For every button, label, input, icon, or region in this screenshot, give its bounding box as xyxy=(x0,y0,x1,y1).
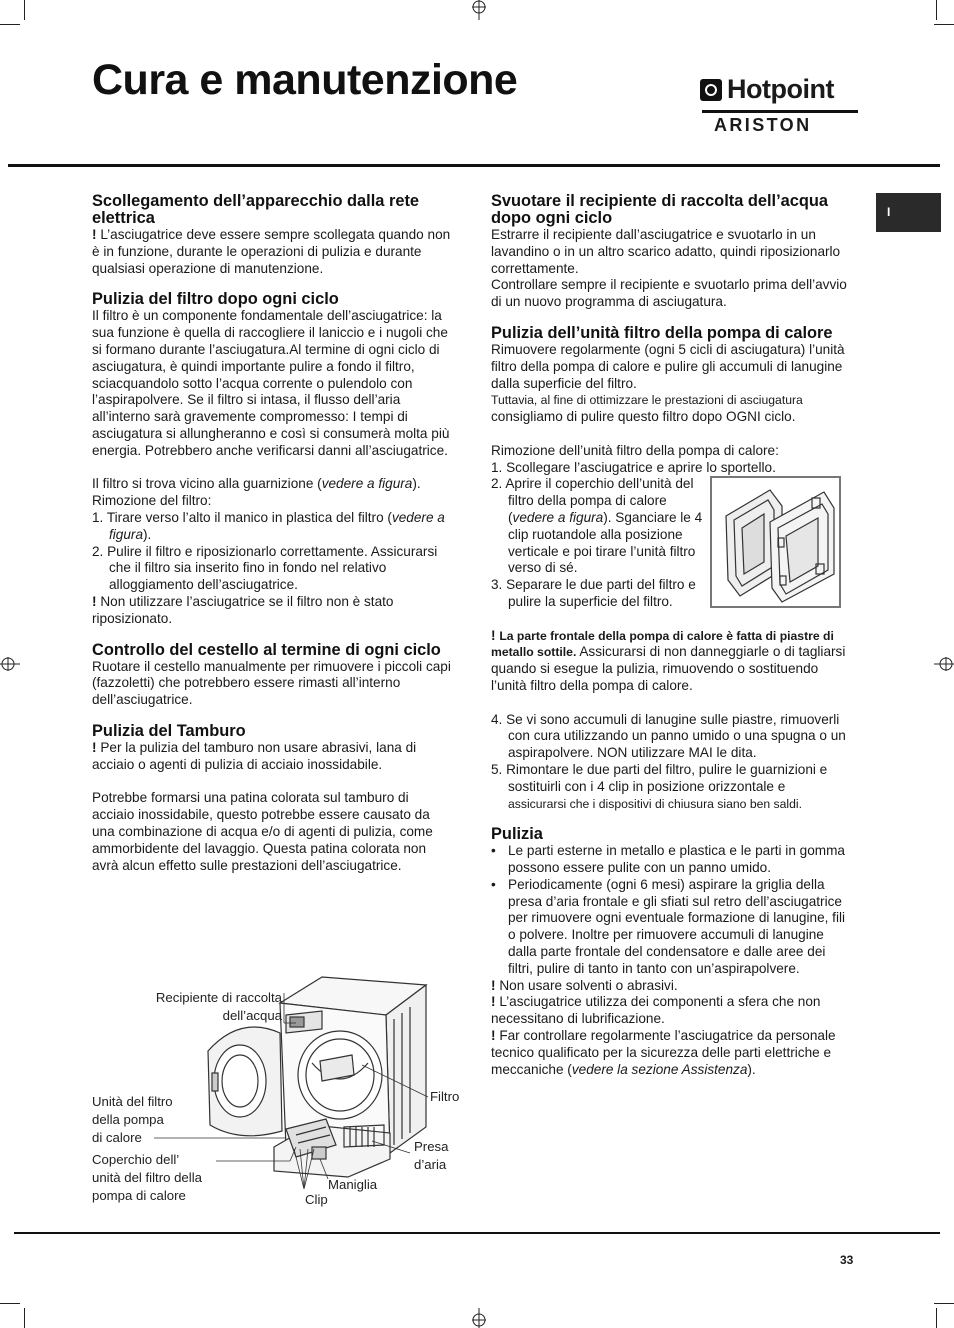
list-item: 1. Tirare verso l’alto il manico in plastica del filtro (vedere a figura). xyxy=(92,509,445,542)
warning-paragraph: ! Far controllare regolarmente l’asciugatrice da personale tecnico qualificato per la sicurezza delle parti elettriche e meccaniche (vedere la sezione Assistenza). xyxy=(491,1028,836,1077)
crop-mark xyxy=(936,0,937,20)
steps-list xyxy=(92,510,452,594)
registration-mark-right xyxy=(934,654,954,674)
list-item: 2. Pulire il filtro e riposizionarlo correttamente. Assicurarsi che il filtro sia inserito fino in fondo nel relativo alloggiamento dell’asciugatrice. xyxy=(92,543,438,593)
list-item: 4. Se vi sono accumuli di lanugine sulle piastre, rimuoverli con cura utilizzando un panno umido o una spugna o un aspirapolvere. NON utilizzare MAI le dita. xyxy=(491,711,846,761)
paragraph: Ruotare il cestello manualmente per rimuovere i piccoli capi (fazzoletti) che potrebbero essere rimasti all’interno dell’asciugatrice. xyxy=(92,658,451,708)
steps-list xyxy=(491,476,704,610)
section-filter-cleaning xyxy=(92,291,452,627)
left-column xyxy=(92,193,452,874)
label-handle: Maniglia xyxy=(328,1177,378,1192)
crop-mark xyxy=(936,1308,937,1328)
paragraph: Rimozione del filtro: xyxy=(92,493,212,509)
paragraph: Rimozione dell’unità filtro della pompa di calore: xyxy=(491,442,779,458)
list-item: • Periodicamente (ogni 6 mesi) aspirare la griglia della presa d’aria frontale e gli sfiati sul retro dell’asciugatrice per rimuovere ogni eventuale formazione di lanugine, fili o polvere. Inoltre per rimuovere accumuli di lanugine dalla parte frontale del condensatore e dalle aree dei filtri, pulire di tanto in tanto con un’aspirapolvere. xyxy=(491,877,847,978)
section-drum-cleaning xyxy=(92,723,452,874)
paragraph: Tuttavia, al fine di ottimizzare le prestazioni di asciugatura xyxy=(491,393,803,408)
section-heat-pump-filter xyxy=(491,325,847,812)
brand-subname: ARISTON xyxy=(714,115,812,135)
header-divider xyxy=(8,164,940,167)
crop-mark xyxy=(934,1303,954,1304)
list-item: 5. Rimontare le due parti del filtro, pulire le guarnizioni e sostituirli con i 4 clip in posizione orizzontale e assicurarsi che i dispositivi di chiusura siano ben saldi. xyxy=(491,761,828,811)
page-number: 33 xyxy=(840,1253,854,1267)
crop-mark xyxy=(934,24,954,25)
label-heat-pump-unit: Unità del filtro della pompa di calore xyxy=(92,1094,173,1145)
section-title: Controllo del cestello al termine di ogni ciclo xyxy=(92,640,441,659)
warning-paragraph: ! Per la pulizia del tamburo non usare abrasivi, lana di acciaio o agenti di pulizia di acciaio inossidabile. xyxy=(92,739,417,772)
brand-divider xyxy=(702,110,858,113)
section-disconnect xyxy=(92,193,452,277)
registration-mark-bottom xyxy=(469,1308,489,1328)
warning-paragraph: ! L’asciugatrice deve essere sempre scollegata quando non è in funzione, durante le operazioni di pulizia e durante qualsiasi operazione di manutenzione. xyxy=(92,227,451,276)
language-tab: I xyxy=(876,193,941,232)
paragraph: consigliamo di pulire questo filtro dopo OGNI ciclo. xyxy=(491,409,796,425)
brand-logo xyxy=(700,76,858,134)
list-item: • Le parti esterne in metallo e plastica e le parti in gomma possono essere pulite con un panno umido. xyxy=(491,843,847,877)
label-heat-pump-cover: Coperchio dell’ unità del filtro della pompa di calore xyxy=(92,1152,202,1203)
crop-mark xyxy=(0,1303,20,1304)
warning-paragraph: ! Non usare solventi o abrasivi. xyxy=(491,977,678,993)
registration-mark-top xyxy=(469,0,489,20)
footer-divider xyxy=(14,1232,940,1234)
warning-paragraph: ! Non utilizzare l’asciugatrice se il filtro non è stato riposizionato. xyxy=(92,593,394,626)
section-cleaning xyxy=(491,826,847,1078)
page-title: Cura e manutenzione xyxy=(92,56,518,104)
warning-paragraph: ! La parte frontale della pompa di calore è fatta di piastre di metallo sottile. Assicurarsi di non danneggiarle o di tagliarsi quando si esegue la pulizia, rimuovendo o sostituendo l’unità filtro della pompa di calore. xyxy=(491,627,846,693)
bullet-list xyxy=(491,843,847,977)
list-item: 2. Aprire il coperchio dell’unità del filtro della pompa di calore (vedere a figura). Sganciare le 4 clip ruotandole alla posizione verticale e poi tirare l’unità filtro verso di sé. xyxy=(491,476,703,576)
label-clip: Clip xyxy=(305,1192,328,1207)
paragraph: Il filtro si trova vicino alla guarnizione (vedere a figura). xyxy=(92,476,421,492)
steps-list xyxy=(491,460,847,477)
section-title: Svuotare il recipiente di raccolta dell’acqua dopo ogni ciclo xyxy=(491,192,829,227)
list-item: 3. Separare le due parti del filtro e pulire la superficie del filtro. xyxy=(491,577,696,609)
paragraph: Il filtro è un componente fondamentale dell’asciugatrice: la sua funzione è quella di raccogliere il laniccio e i nugoli che si formano durante l’asciugatura.Al termine di ogni ciclo di asciugatura, è quindi importante pulire a fondo il filtro, sciacquandolo sotto l’acqua corrente o pulendolo con l’aspirapolvere. Se il filtro si intasa, il flusso dell’aria all’interno sarà gravemente compromesso: I tempi di asciugatura si allungheranno e così si consumerà molta più energia. Potrebbero anche verificarsi danni all’asciugatrice. xyxy=(92,308,450,458)
section-title: Pulizia dell’unità filtro della pompa di calore xyxy=(491,323,833,342)
label-air-intake: Presa d’aria xyxy=(414,1139,449,1172)
crop-mark xyxy=(0,24,20,25)
section-title: Pulizia del filtro dopo ogni ciclo xyxy=(92,290,339,309)
paragraph: Controllare sempre il recipiente e svuotarlo prima dell’avvio di un nuovo programma di asciugatura. xyxy=(491,277,847,310)
heat-pump-filter-illustration xyxy=(710,476,841,608)
dryer-diagram xyxy=(90,975,470,1215)
warning-paragraph: ! L’asciugatrice utilizza dei componenti a sfera che non necessitano di lubrificazione. xyxy=(491,994,821,1027)
list-item: 1. Scollegare l’asciugatrice e aprire lo sportello. xyxy=(491,459,776,475)
steps-list xyxy=(491,712,847,813)
section-drum-check xyxy=(92,642,452,709)
paragraph: Estrarre il recipiente dall’asciugatrice e svuotarlo in un lavandino o in un altro scarico adatto, quindi riposizionarlo correttamente. xyxy=(491,227,841,276)
label-filter: Filtro xyxy=(430,1089,460,1104)
crop-mark xyxy=(24,0,25,20)
brand-name: Hotpoint xyxy=(727,74,834,104)
section-title: Pulizia del Tamburo xyxy=(92,721,246,740)
label-water-container: Recipiente di raccolta dell’acqua xyxy=(155,990,282,1023)
section-title: Pulizia xyxy=(491,825,543,844)
paragraph: Rimuovere regolarmente (ogni 5 cicli di asciugatura) l’unità filtro della pompa di calore e pulire gli accumuli di lanugine dalla superficie del filtro. xyxy=(491,341,845,391)
paragraph: Potrebbe formarsi una patina colorata sul tamburo di acciaio inossidabile, questo potrebbe essere causato da una combinazione di acqua e/o di agenti di pulizia, come ammorbidente del lavaggio. Questa patina colorata non avrà alcun effetto sulle prestazioni dell’asciugatrice. xyxy=(92,790,433,873)
registration-mark-left xyxy=(0,654,20,674)
section-title: Scollegamento dell’apparecchio dalla rete elettrica xyxy=(92,192,420,227)
right-column xyxy=(491,193,847,1078)
crop-mark xyxy=(24,1308,25,1328)
hotpoint-logo-icon xyxy=(700,79,722,101)
section-water-container xyxy=(491,193,847,311)
